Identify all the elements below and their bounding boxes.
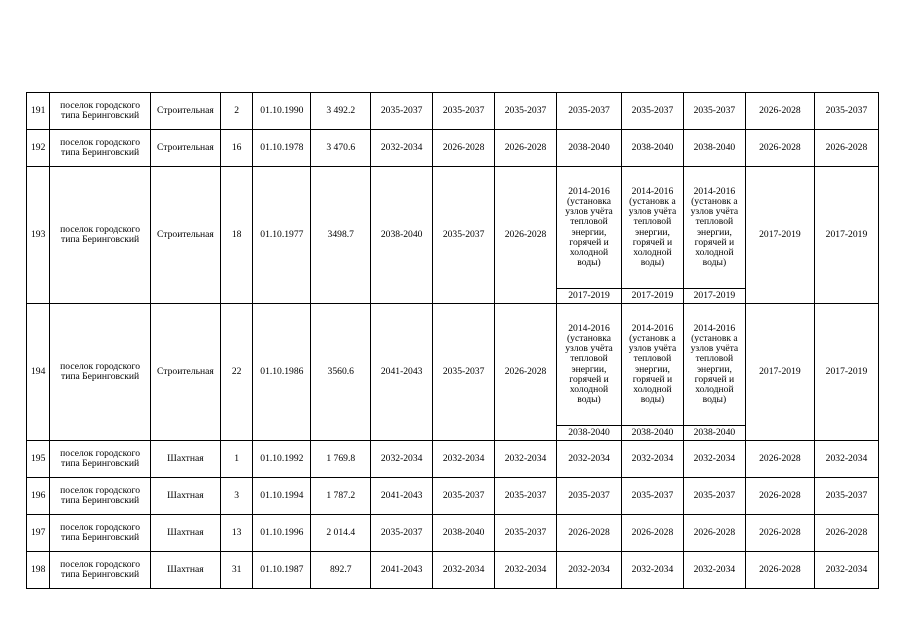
period-cell: 2032-2034 <box>814 552 878 589</box>
period-cell: 2032-2034 <box>433 441 495 478</box>
house-cell: 1 <box>220 441 252 478</box>
period-cell: 2035-2037 <box>622 93 684 130</box>
street-cell: Строительная <box>150 130 220 167</box>
settlement-cell: поселок городского типа Беринговский <box>50 167 151 304</box>
period-cell: 2035-2037 <box>433 304 495 441</box>
period-cell: 2026-2028 <box>814 515 878 552</box>
period-cell: 2035-2037 <box>683 93 745 130</box>
date-cell: 01.10.1996 <box>253 515 311 552</box>
period-cell: 2032-2034 <box>495 552 557 589</box>
period-cell: 2038-2040 <box>371 167 433 304</box>
period-cell: 2017-2019 <box>814 167 878 304</box>
area-cell: 1 769.8 <box>311 441 371 478</box>
period-cell: 2035-2037 <box>683 478 745 515</box>
period-cell: 2026-2028 <box>745 515 814 552</box>
table-row <box>27 304 879 426</box>
house-cell: 16 <box>220 130 252 167</box>
period-cell: 2026-2028 <box>622 515 684 552</box>
period-cell: 2032-2034 <box>557 441 622 478</box>
street-cell: Строительная <box>150 93 220 130</box>
table-row <box>27 441 879 478</box>
period-cell: 2032-2034 <box>622 441 684 478</box>
date-cell: 01.10.1987 <box>253 552 311 589</box>
area-cell: 3498.7 <box>311 167 371 304</box>
period-cell: 2017-2019 <box>557 289 622 304</box>
period-cell: 2035-2037 <box>495 515 557 552</box>
period-cell: 2017-2019 <box>745 304 814 441</box>
period-cell: 2035-2037 <box>371 515 433 552</box>
note-text: 2014-2016 (установка узлов учёта тепловой энергии, горячей и холодной воды) <box>565 322 613 406</box>
period-cell: 2032-2034 <box>622 552 684 589</box>
period-cell: 2026-2028 <box>495 304 557 441</box>
period-cell: 2032-2034 <box>495 441 557 478</box>
period-cell: 2017-2019 <box>683 289 745 304</box>
period-cell: 2035-2037 <box>433 478 495 515</box>
area-cell: 3 492.2 <box>311 93 371 130</box>
period-cell: 2026-2028 <box>814 130 878 167</box>
meter-install-note <box>557 167 622 289</box>
period-cell: 2035-2037 <box>433 167 495 304</box>
period-cell: 2026-2028 <box>557 515 622 552</box>
date-cell: 01.10.1992 <box>253 441 311 478</box>
housing-repair-schedule-table <box>26 92 879 589</box>
area-cell: 892.7 <box>311 552 371 589</box>
note-text: 2014-2016 (установк а узлов учёта тепловой энергии, горячей и холодной воды) <box>628 185 677 269</box>
row-number: 195 <box>27 441 50 478</box>
settlement-cell: поселок городского типа Беринговский <box>50 304 151 441</box>
period-cell: 2035-2037 <box>557 93 622 130</box>
period-cell: 2032-2034 <box>683 552 745 589</box>
period-cell: 2032-2034 <box>433 552 495 589</box>
note-text: 2014-2016 (установк а узлов учёта тепловой энергии, горячей и холодной воды) <box>628 322 677 406</box>
street-cell: Шахтная <box>150 515 220 552</box>
period-cell: 2038-2040 <box>683 130 745 167</box>
period-cell: 2032-2034 <box>371 441 433 478</box>
period-cell: 2038-2040 <box>683 426 745 441</box>
date-cell: 01.10.1990 <box>253 93 311 130</box>
date-cell: 01.10.1994 <box>253 478 311 515</box>
settlement-cell: поселок городского типа Беринговский <box>50 478 151 515</box>
period-cell: 2035-2037 <box>433 93 495 130</box>
meter-install-note <box>622 304 684 426</box>
house-cell: 13 <box>220 515 252 552</box>
period-cell: 2032-2034 <box>557 552 622 589</box>
settlement-cell: поселок городского типа Беринговский <box>50 552 151 589</box>
period-cell: 2026-2028 <box>495 130 557 167</box>
period-cell: 2032-2034 <box>371 130 433 167</box>
period-cell: 2026-2028 <box>433 130 495 167</box>
period-cell: 2026-2028 <box>745 552 814 589</box>
row-number: 196 <box>27 478 50 515</box>
period-cell: 2017-2019 <box>814 304 878 441</box>
street-cell: Строительная <box>150 167 220 304</box>
period-cell: 2038-2040 <box>557 426 622 441</box>
house-cell: 22 <box>220 304 252 441</box>
settlement-cell: поселок городского типа Беринговский <box>50 441 151 478</box>
street-cell: Строительная <box>150 304 220 441</box>
period-cell: 2038-2040 <box>622 426 684 441</box>
period-cell: 2038-2040 <box>557 130 622 167</box>
period-cell: 2026-2028 <box>745 441 814 478</box>
house-cell: 18 <box>220 167 252 304</box>
period-cell: 2017-2019 <box>745 167 814 304</box>
street-cell: Шахтная <box>150 478 220 515</box>
row-number: 191 <box>27 93 50 130</box>
note-text: 2014-2016 (установк а узлов учёта тепловой энергии, горячей и холодной воды) <box>690 322 739 406</box>
period-cell: 2038-2040 <box>433 515 495 552</box>
period-cell: 2035-2037 <box>814 93 878 130</box>
meter-install-note <box>683 304 745 426</box>
house-cell: 2 <box>220 93 252 130</box>
period-cell: 2038-2040 <box>622 130 684 167</box>
period-cell: 2041-2043 <box>371 552 433 589</box>
period-cell: 2026-2028 <box>745 130 814 167</box>
table-row <box>27 478 879 515</box>
house-cell: 31 <box>220 552 252 589</box>
note-text: 2014-2016 (установка узлов учёта тепловой энергии, горячей и холодной воды) <box>565 185 613 269</box>
area-cell: 2 014.4 <box>311 515 371 552</box>
row-number: 193 <box>27 167 50 304</box>
meter-install-note <box>683 167 745 289</box>
period-cell: 2035-2037 <box>622 478 684 515</box>
period-cell: 2035-2037 <box>495 478 557 515</box>
period-cell: 2035-2037 <box>371 93 433 130</box>
settlement-cell: поселок городского типа Беринговский <box>50 93 151 130</box>
date-cell: 01.10.1977 <box>253 167 311 304</box>
settlement-cell: поселок городского типа Беринговский <box>50 130 151 167</box>
area-cell: 1 787.2 <box>311 478 371 515</box>
period-cell: 2041-2043 <box>371 304 433 441</box>
note-text: 2014-2016 (установк а узлов учёта тепловой энергии, горячей и холодной воды) <box>690 185 739 269</box>
period-cell: 2026-2028 <box>683 515 745 552</box>
meter-install-note <box>622 167 684 289</box>
table-row <box>27 130 879 167</box>
house-cell: 3 <box>220 478 252 515</box>
row-number: 192 <box>27 130 50 167</box>
row-number: 194 <box>27 304 50 441</box>
period-cell: 2035-2037 <box>495 93 557 130</box>
period-cell: 2032-2034 <box>683 441 745 478</box>
table-row <box>27 515 879 552</box>
row-number: 197 <box>27 515 50 552</box>
street-cell: Шахтная <box>150 552 220 589</box>
date-cell: 01.10.1986 <box>253 304 311 441</box>
area-cell: 3 470.6 <box>311 130 371 167</box>
period-cell: 2026-2028 <box>495 167 557 304</box>
period-cell: 2026-2028 <box>745 478 814 515</box>
street-cell: Шахтная <box>150 441 220 478</box>
meter-install-note <box>557 304 622 426</box>
period-cell: 2026-2028 <box>745 93 814 130</box>
period-cell: 2017-2019 <box>622 289 684 304</box>
table-row <box>27 552 879 589</box>
period-cell: 2032-2034 <box>814 441 878 478</box>
date-cell: 01.10.1978 <box>253 130 311 167</box>
row-number: 198 <box>27 552 50 589</box>
area-cell: 3560.6 <box>311 304 371 441</box>
period-cell: 2041-2043 <box>371 478 433 515</box>
period-cell: 2035-2037 <box>814 478 878 515</box>
table-row <box>27 167 879 289</box>
table-row <box>27 93 879 130</box>
period-cell: 2035-2037 <box>557 478 622 515</box>
settlement-cell: поселок городского типа Беринговский <box>50 515 151 552</box>
